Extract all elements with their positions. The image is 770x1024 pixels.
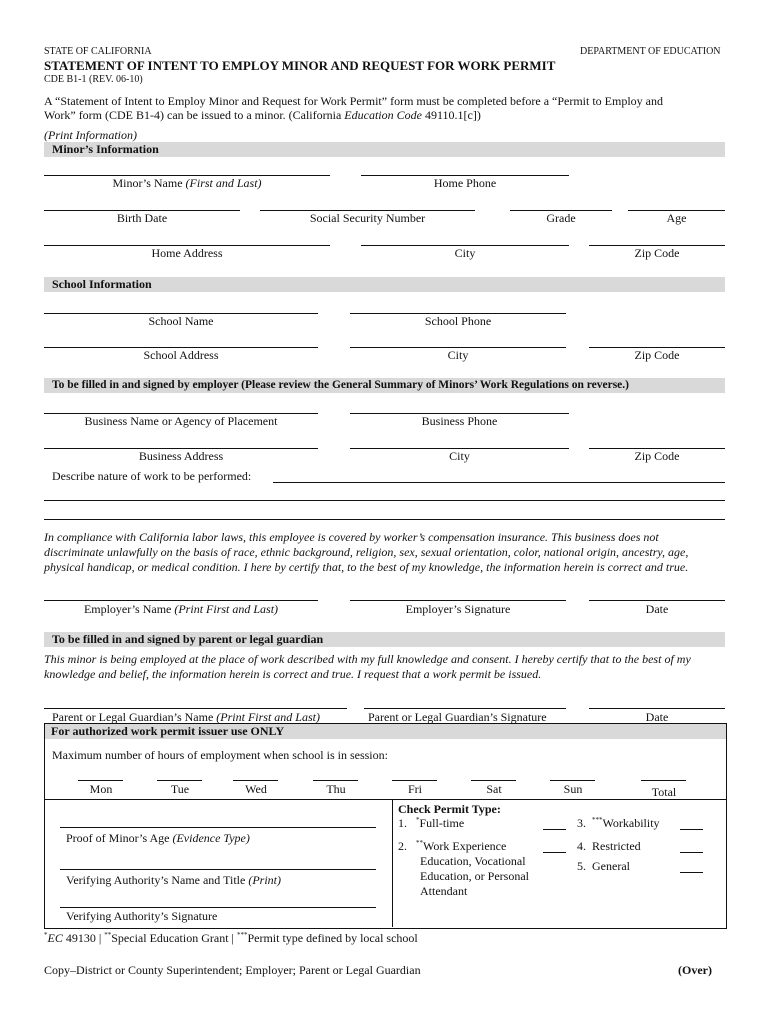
compliance-line-1: In compliance with California labor laws, this employee is covered by worker’s compensation insurance. This business does not: [44, 530, 659, 544]
permit-option-workability: 3. ***Workability: [577, 816, 660, 830]
school-phone-label: School Phone: [424, 314, 492, 328]
employer-signature-field[interactable]: [350, 600, 566, 601]
restricted-check-field[interactable]: [680, 852, 703, 853]
hours-sat-field[interactable]: [471, 780, 516, 781]
max-hours-label: Maximum number of hours of employment when school is in session:: [52, 748, 388, 762]
issuer-divider: [45, 799, 726, 800]
copy-distribution: Copy–District or County Superintendent; Employer; Parent or Legal Guardian: [44, 963, 421, 977]
describe-work-field-1[interactable]: [273, 482, 725, 483]
day-sat-label: Sat: [486, 782, 502, 796]
compliance-line-2: discriminate unlawfully on the basis of race, ethnic background, religion, sex, sexual orientation, color, national origin, ancestry, age,: [44, 545, 689, 559]
employer-name-label: Employer’s Name (Print First and Last): [83, 602, 279, 616]
full-time-check-field[interactable]: [543, 829, 566, 830]
day-fri-label: Fri: [407, 782, 422, 796]
guardian-name-label: Parent or Legal Guardian’s Name (Print First and Last): [52, 710, 320, 724]
day-thu-label: Thu: [326, 782, 346, 796]
over-indicator: (Over): [678, 963, 712, 977]
total-label: Total: [651, 785, 677, 799]
describe-work-field-2[interactable]: [44, 500, 725, 501]
intro-line-1: A “Statement of Intent to Employ Minor and Request for Work Permit” form must be completed before a “Permit to Employ and: [44, 94, 664, 108]
hours-fri-field[interactable]: [392, 780, 437, 781]
work-experience-line-3: Education, or Personal: [420, 869, 529, 883]
verifying-signature-field[interactable]: [60, 907, 376, 908]
school-city-label: City: [447, 348, 469, 362]
hours-thu-field[interactable]: [313, 780, 358, 781]
describe-work-field-3[interactable]: [44, 519, 725, 520]
guardian-date-label: Date: [645, 710, 669, 724]
business-zip-label: Zip Code: [634, 449, 680, 463]
permit-option-work-experience: 2. **Work Experience: [398, 839, 507, 853]
guardian-signature-label: Parent or Legal Guardian’s Signature: [368, 710, 547, 724]
employer-name-field[interactable]: [44, 600, 318, 601]
guardian-date-field[interactable]: [589, 708, 725, 709]
employer-date-label: Date: [645, 602, 669, 616]
department-label: DEPARTMENT OF EDUCATION: [580, 46, 721, 57]
general-check-field[interactable]: [680, 872, 703, 873]
business-phone-label: Business Phone: [421, 414, 498, 428]
issuer-heading: For authorized work permit issuer use ONLY: [45, 724, 726, 739]
employer-signature-label: Employer’s Signature: [405, 602, 511, 616]
school-address-label: School Address: [143, 348, 219, 362]
permit-option-full-time: 1. *Full-time: [398, 816, 465, 830]
employer-heading: To be filled in and signed by employer (Please review the General Summary of Minors’ Work Regulations on reverse.): [44, 378, 725, 393]
compliance-line-3: physical handicap, or medical condition. I here by certify that, to the best of my knowledge, the information herein is correct and true.: [44, 560, 689, 574]
state-label: STATE OF CALIFORNIA: [44, 46, 152, 57]
day-sun-label: Sun: [563, 782, 583, 796]
hours-wed-field[interactable]: [233, 780, 278, 781]
hours-mon-field[interactable]: [78, 780, 123, 781]
ssn-label: Social Security Number: [309, 211, 426, 225]
day-tue-label: Tue: [170, 782, 190, 796]
home-phone-label: Home Phone: [433, 176, 497, 190]
day-mon-label: Mon: [89, 782, 113, 796]
employer-date-field[interactable]: [589, 600, 725, 601]
hours-tue-field[interactable]: [157, 780, 202, 781]
minor-info-heading: Minor’s Information: [44, 142, 725, 157]
business-name-label: Business Name or Agency of Placement: [84, 414, 278, 428]
business-city-label: City: [449, 449, 470, 463]
hours-total-field[interactable]: [641, 780, 686, 781]
business-address-label: Business Address: [138, 449, 224, 463]
verifying-name-label: Verifying Authority’s Name and Title (Print): [66, 873, 281, 887]
workability-check-field[interactable]: [680, 829, 703, 830]
intro-line-2: Work” form (CDE B1-4) can be issued to a minor. (California Education Code 49110.1[c]): [44, 108, 481, 122]
consent-line-1: This minor is being employed at the place of work described with my full knowledge and consent. I hereby certify that to the best of my: [44, 652, 691, 666]
verifying-signature-label: Verifying Authority’s Signature: [66, 909, 218, 923]
verifying-name-field[interactable]: [60, 869, 376, 870]
form-code: CDE B1-1 (REV. 06-10): [44, 74, 143, 85]
hours-sun-field[interactable]: [550, 780, 595, 781]
proof-age-label: Proof of Minor’s Age (Evidence Type): [66, 831, 250, 845]
home-address-label: Home Address: [151, 246, 223, 260]
consent-line-2: knowledge and belief, the information herein is correct and true. I request that a work permit be issued.: [44, 667, 542, 681]
form-title: STATEMENT OF INTENT TO EMPLOY MINOR AND REQUEST FOR WORK PERMIT: [44, 58, 556, 73]
guardian-name-field[interactable]: [44, 708, 347, 709]
age-label: Age: [666, 211, 687, 225]
minor-zip-label: Zip Code: [634, 246, 680, 260]
minor-name-label: Minor’s Name (First and Last): [112, 176, 262, 190]
guardian-heading: To be filled in and signed by parent or legal guardian: [44, 632, 725, 647]
proof-age-field[interactable]: [60, 827, 376, 828]
issuer-vertical-divider: [392, 799, 393, 927]
minor-city-label: City: [454, 246, 476, 260]
check-permit-type-label: Check Permit Type:: [398, 802, 501, 816]
school-info-heading: School Information: [44, 277, 725, 292]
footnote: *EC 49130 | **Special Education Grant | ***Permit type defined by local school: [44, 931, 418, 945]
permit-option-restricted: 4. Restricted: [577, 839, 641, 853]
guardian-signature-field[interactable]: [364, 708, 566, 709]
permit-option-general: 5. General: [577, 859, 630, 873]
grade-label: Grade: [546, 211, 576, 225]
work-experience-line-4: Attendant: [420, 884, 468, 898]
birth-date-label: Birth Date: [116, 211, 168, 225]
describe-work-label: Describe nature of work to be performed:: [52, 469, 252, 483]
work-experience-check-field[interactable]: [543, 852, 566, 853]
work-experience-line-2: Education, Vocational: [420, 854, 526, 868]
day-wed-label: Wed: [245, 782, 267, 796]
school-name-label: School Name: [148, 314, 214, 328]
print-information-note: (Print Information): [44, 128, 137, 142]
school-zip-label: Zip Code: [634, 348, 680, 362]
